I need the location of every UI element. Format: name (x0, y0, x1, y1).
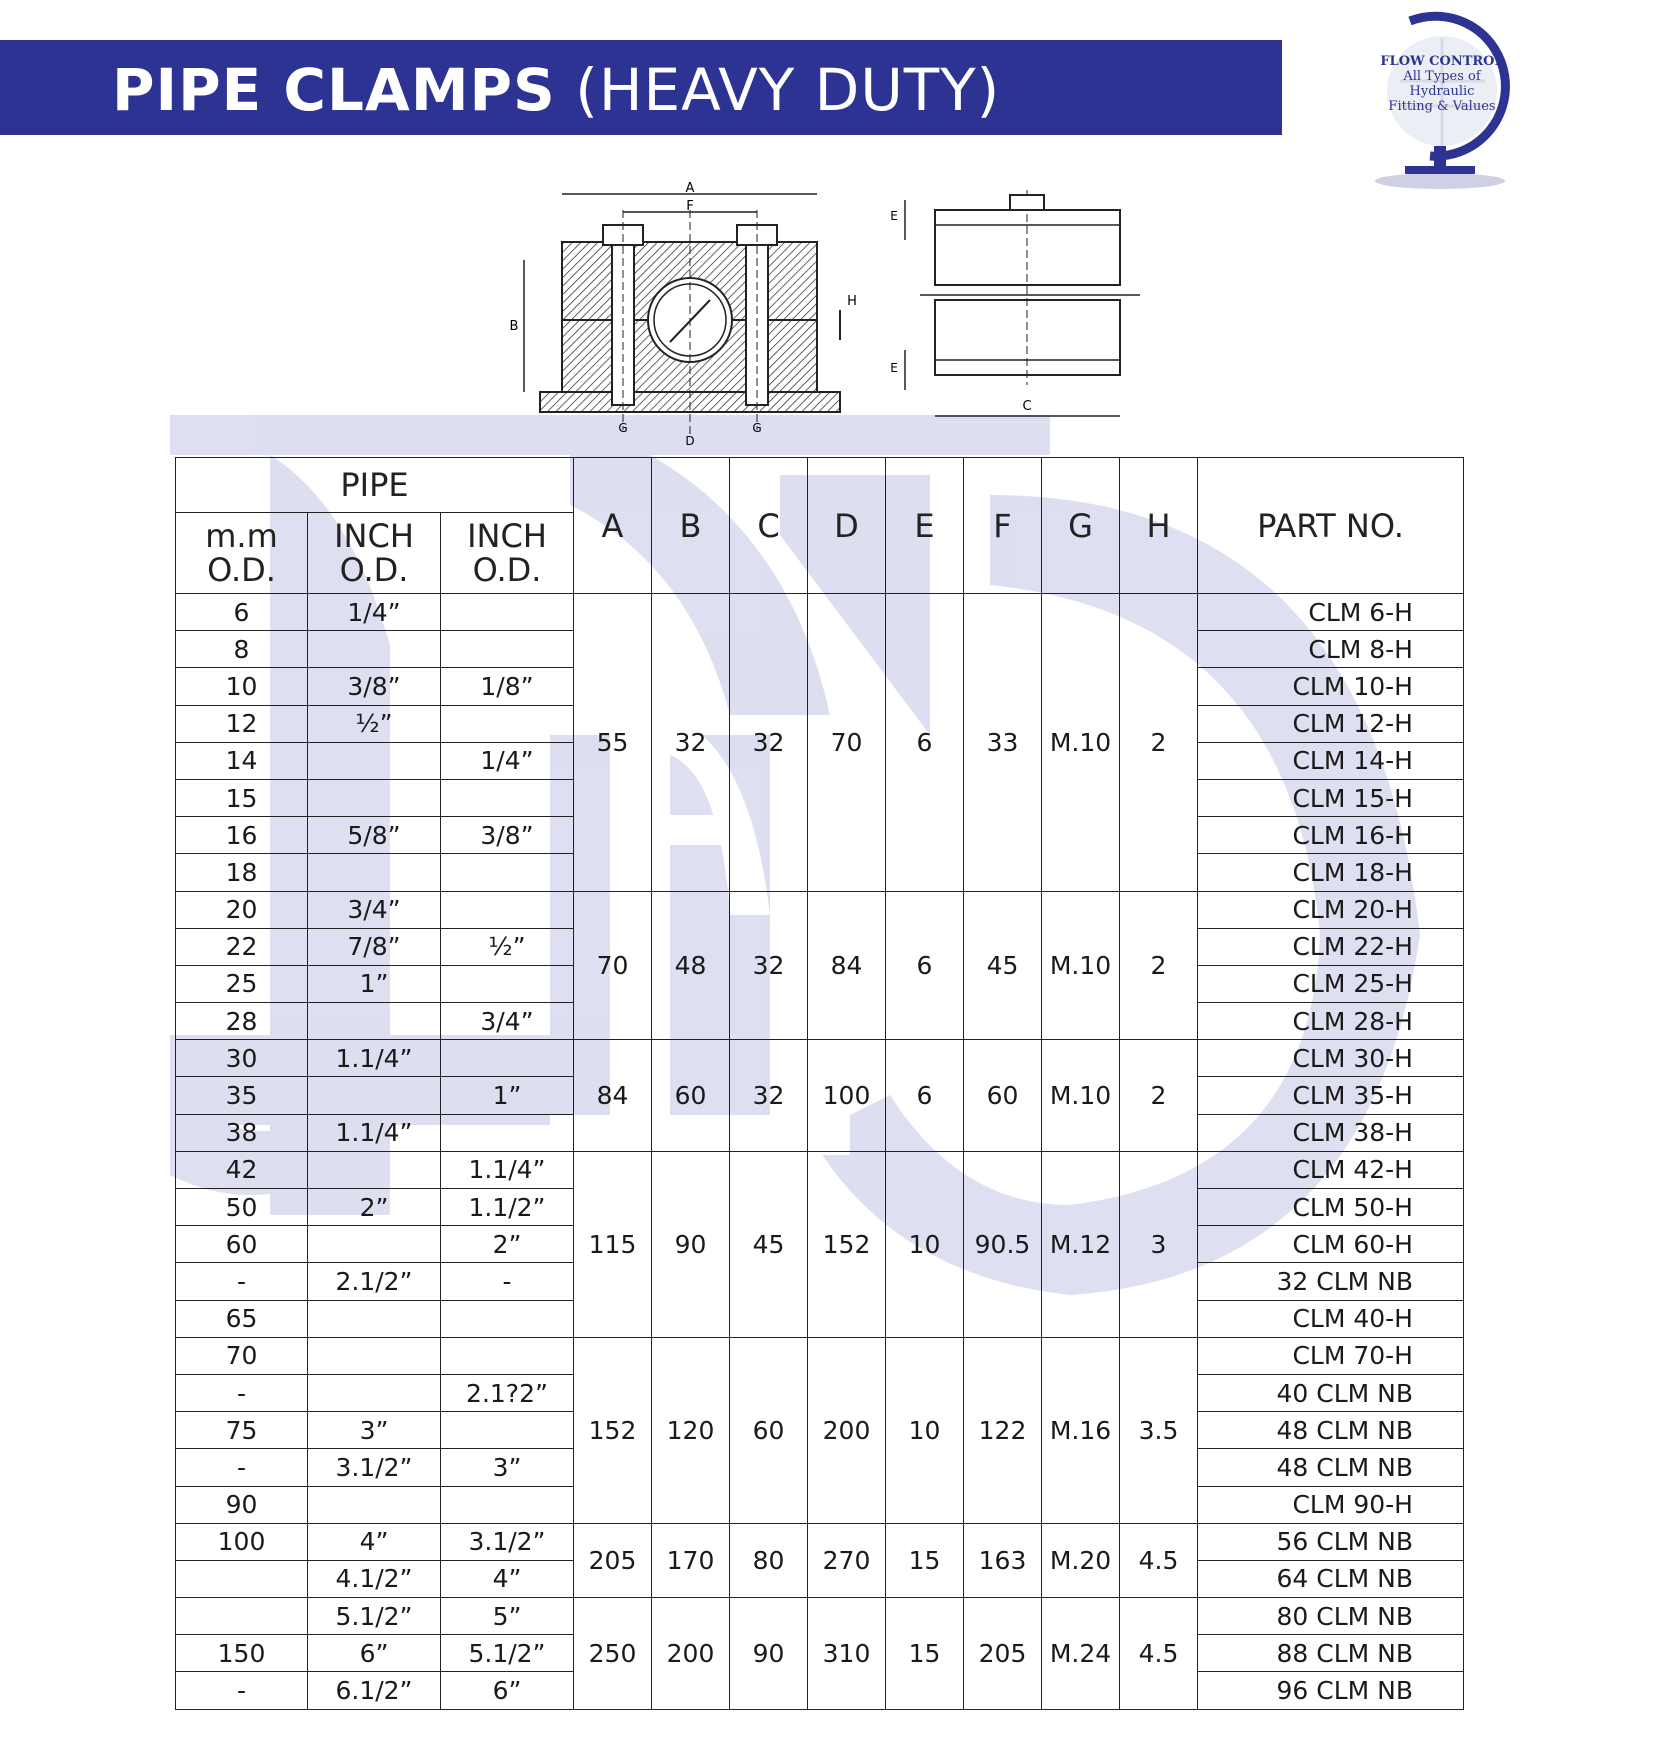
clamp-technical-drawing (500, 170, 1150, 450)
label-g-left: G (618, 421, 628, 435)
dim-b-cell: 200 (652, 1598, 730, 1710)
dim-a-cell: 205 (574, 1523, 652, 1597)
inch-od-cell-2: 2” (441, 1226, 574, 1263)
table-row (176, 891, 1464, 928)
inch-od-cell-2: 1” (441, 1077, 574, 1114)
header-c: C (730, 458, 808, 594)
dim-c-cell: 32 (730, 1040, 808, 1152)
inch-od-cell-2: 2.1?2” (441, 1374, 574, 1411)
mm-od-cell: 42 (176, 1151, 308, 1188)
label-g-right: G (752, 421, 762, 435)
mm-od-header-line2: O.D. (207, 551, 276, 589)
part-no-cell: CLM 6-H (1198, 594, 1464, 631)
inch-od-header-1-line2: O.D. (339, 551, 409, 589)
mm-od-cell (176, 1598, 308, 1635)
dim-f-cell: 60 (964, 1040, 1042, 1152)
dim-f-cell: 163 (964, 1523, 1042, 1597)
table-row (176, 1523, 1464, 1560)
title-light: (HEAVY DUTY) (575, 56, 1001, 124)
dim-d-cell: 200 (808, 1337, 886, 1523)
part-no-cell: CLM 22-H (1198, 928, 1464, 965)
inch-od-cell-2 (441, 705, 574, 742)
mm-od-cell: 10 (176, 668, 308, 705)
inch-od-cell-1: 4” (308, 1523, 441, 1560)
part-no-cell: CLM 20-H (1198, 891, 1464, 928)
dim-h-cell: 4.5 (1120, 1523, 1198, 1597)
mm-od-cell: 150 (176, 1635, 308, 1672)
part-no-cell: CLM 50-H (1198, 1189, 1464, 1226)
inch-od-cell-2: 1/4” (441, 742, 574, 779)
label-e-bottom: E (890, 361, 898, 375)
inch-od-cell-2 (441, 1412, 574, 1449)
page-title (112, 56, 1000, 124)
inch-od-cell-1: 1/4” (308, 594, 441, 631)
inch-od-cell-2: 1/8” (441, 668, 574, 705)
table-row (176, 1598, 1464, 1635)
inch-od-cell-2: 5” (441, 1598, 574, 1635)
inch-od-cell-1 (308, 854, 441, 891)
inch-od-cell-2 (441, 1114, 574, 1151)
dim-f-cell: 122 (964, 1337, 1042, 1523)
part-no-cell: 48 CLM NB (1198, 1412, 1464, 1449)
dim-d-cell: 270 (808, 1523, 886, 1597)
mm-od-cell: 6 (176, 594, 308, 631)
label-a: A (685, 181, 695, 196)
part-no-cell: CLM 18-H (1198, 854, 1464, 891)
dim-b-cell: 32 (652, 594, 730, 892)
header-h: H (1120, 458, 1198, 594)
dim-g-cell: M.24 (1042, 1598, 1120, 1710)
pipe-header: PIPE (176, 458, 574, 513)
inch-od-cell-1 (308, 1003, 441, 1040)
mm-od-cell: 100 (176, 1523, 308, 1560)
inch-od-cell-2 (441, 891, 574, 928)
inch-od-cell-1: 2.1/2” (308, 1263, 441, 1300)
mm-od-cell: - (176, 1449, 308, 1486)
inch-od-cell-2: - (441, 1263, 574, 1300)
label-e-top: E (890, 209, 898, 223)
clamp-spec-table (175, 457, 1464, 1710)
mm-od-cell: 35 (176, 1077, 308, 1114)
mm-od-cell (176, 1560, 308, 1597)
inch-od-cell-1 (308, 742, 441, 779)
inch-od-cell-2 (441, 779, 574, 816)
mm-od-cell: 20 (176, 891, 308, 928)
part-no-cell: 88 CLM NB (1198, 1635, 1464, 1672)
part-no-cell: CLM 38-H (1198, 1114, 1464, 1151)
dim-a-cell: 84 (574, 1040, 652, 1152)
inch-od-cell-2: 6” (441, 1672, 574, 1709)
inch-od-cell-1: 2” (308, 1189, 441, 1226)
dim-a-cell: 115 (574, 1151, 652, 1337)
dim-g-cell: M.12 (1042, 1151, 1120, 1337)
dim-a-cell: 70 (574, 891, 652, 1040)
label-d: D (685, 434, 695, 448)
inch-od-cell-1 (308, 1077, 441, 1114)
label-h: H (847, 294, 857, 309)
table-row (176, 1151, 1464, 1188)
mm-od-cell: 25 (176, 965, 308, 1002)
inch-od-cell-2 (441, 965, 574, 1002)
logo-line-3: Hydraulic (1409, 84, 1475, 99)
dim-b-cell: 120 (652, 1337, 730, 1523)
dim-e-cell: 6 (886, 891, 964, 1040)
part-no-cell: CLM 60-H (1198, 1226, 1464, 1263)
part-no-cell: CLM 16-H (1198, 817, 1464, 854)
part-no-cell: CLM 15-H (1198, 779, 1464, 816)
part-no-cell: CLM 40-H (1198, 1300, 1464, 1337)
dim-f-cell: 90.5 (964, 1151, 1042, 1337)
inch-od-cell-1: 1.1/4” (308, 1114, 441, 1151)
inch-od-cell-1: 5.1/2” (308, 1598, 441, 1635)
part-no-cell: 40 CLM NB (1198, 1374, 1464, 1411)
dim-g-cell: M.10 (1042, 891, 1120, 1040)
dim-d-cell: 310 (808, 1598, 886, 1710)
inch-od-cell-1 (308, 1151, 441, 1188)
inch-od-cell-1 (308, 1226, 441, 1263)
part-no-header: PART NO. (1198, 458, 1464, 594)
dim-e-cell: 15 (886, 1523, 964, 1597)
inch-od-header-2 (441, 513, 574, 594)
part-no-cell: 32 CLM NB (1198, 1263, 1464, 1300)
part-no-cell: 80 CLM NB (1198, 1598, 1464, 1635)
part-no-cell: CLM 8-H (1198, 631, 1464, 668)
inch-od-cell-2: 5.1/2” (441, 1635, 574, 1672)
inch-od-cell-1: 3” (308, 1412, 441, 1449)
header-b: B (652, 458, 730, 594)
inch-od-cell-2: 3” (441, 1449, 574, 1486)
label-c: C (1022, 399, 1032, 414)
dim-c-cell: 32 (730, 891, 808, 1040)
part-no-cell: CLM 10-H (1198, 668, 1464, 705)
inch-od-cell-2: 3/4” (441, 1003, 574, 1040)
inch-od-cell-2: 3/8” (441, 817, 574, 854)
logo-line-4: Fitting & Values (1388, 99, 1496, 114)
mm-od-cell: - (176, 1672, 308, 1709)
mm-od-cell: 75 (176, 1412, 308, 1449)
title-bold: PIPE CLAMPS (112, 56, 556, 124)
header-d: D (808, 458, 886, 594)
spec-table-body (176, 594, 1464, 1710)
mm-od-cell: 70 (176, 1337, 308, 1374)
inch-od-cell-1 (308, 1374, 441, 1411)
dim-b-cell: 60 (652, 1040, 730, 1152)
inch-od-cell-1: 6.1/2” (308, 1672, 441, 1709)
inch-od-cell-2: 3.1/2” (441, 1523, 574, 1560)
table-row (176, 594, 1464, 631)
dim-c-cell: 60 (730, 1337, 808, 1523)
part-no-cell: CLM 70-H (1198, 1337, 1464, 1374)
dim-a-cell: 152 (574, 1337, 652, 1523)
dim-e-cell: 6 (886, 1040, 964, 1152)
inch-od-cell-2 (441, 631, 574, 668)
logo-text (1372, 54, 1512, 114)
logo-line-2: All Types of (1403, 69, 1481, 84)
part-no-cell: CLM 42-H (1198, 1151, 1464, 1188)
mm-od-cell: 30 (176, 1040, 308, 1077)
dim-h-cell: 2 (1120, 594, 1198, 892)
header-f: F (964, 458, 1042, 594)
mm-od-cell: 12 (176, 705, 308, 742)
dim-a-cell: 250 (574, 1598, 652, 1710)
dim-f-cell: 45 (964, 891, 1042, 1040)
dim-c-cell: 80 (730, 1523, 808, 1597)
inch-od-cell-1: 7/8” (308, 928, 441, 965)
dim-e-cell: 10 (886, 1337, 964, 1523)
mm-od-cell: 38 (176, 1114, 308, 1151)
part-no-cell: CLM 28-H (1198, 1003, 1464, 1040)
dim-h-cell: 3 (1120, 1151, 1198, 1337)
part-no-cell: 48 CLM NB (1198, 1449, 1464, 1486)
header-g: G (1042, 458, 1120, 594)
part-no-cell: CLM 12-H (1198, 705, 1464, 742)
mm-od-cell: 65 (176, 1300, 308, 1337)
dim-h-cell: 2 (1120, 1040, 1198, 1152)
part-no-cell: CLM 30-H (1198, 1040, 1464, 1077)
logo-line-1: FLOW CONTROL (1380, 54, 1504, 69)
part-no-cell: 56 CLM NB (1198, 1523, 1464, 1560)
dim-d-cell: 152 (808, 1151, 886, 1337)
mm-od-cell: 60 (176, 1226, 308, 1263)
mm-od-header (176, 513, 308, 594)
inch-od-cell-2 (441, 854, 574, 891)
label-b: B (509, 319, 519, 334)
mm-od-header-line1: m.m (205, 517, 278, 555)
dim-b-cell: 90 (652, 1151, 730, 1337)
inch-od-cell-2 (441, 1040, 574, 1077)
mm-od-cell: 16 (176, 817, 308, 854)
mm-od-cell: - (176, 1263, 308, 1300)
inch-od-cell-1: 1” (308, 965, 441, 1002)
table-row (176, 1337, 1464, 1374)
inch-od-cell-1 (308, 1486, 441, 1523)
mm-od-cell: 28 (176, 1003, 308, 1040)
dim-g-cell: M.10 (1042, 1040, 1120, 1152)
inch-od-header-1 (308, 513, 441, 594)
part-no-cell: CLM 35-H (1198, 1077, 1464, 1114)
mm-od-cell: 50 (176, 1189, 308, 1226)
dim-c-cell: 45 (730, 1151, 808, 1337)
dim-c-cell: 32 (730, 594, 808, 892)
dim-d-cell: 100 (808, 1040, 886, 1152)
inch-od-cell-1 (308, 779, 441, 816)
header-a: A (574, 458, 652, 594)
dim-g-cell: M.10 (1042, 594, 1120, 892)
mm-od-cell: 18 (176, 854, 308, 891)
inch-od-cell-1: ½” (308, 705, 441, 742)
inch-od-cell-1: 3/8” (308, 668, 441, 705)
dim-h-cell: 2 (1120, 891, 1198, 1040)
inch-od-cell-2 (441, 594, 574, 631)
dim-e-cell: 10 (886, 1151, 964, 1337)
dim-g-cell: M.20 (1042, 1523, 1120, 1597)
part-no-cell: CLM 14-H (1198, 742, 1464, 779)
dim-b-cell: 170 (652, 1523, 730, 1597)
part-no-cell: 96 CLM NB (1198, 1672, 1464, 1709)
inch-od-header-1-line1: INCH (334, 517, 414, 555)
dim-e-cell: 6 (886, 594, 964, 892)
mm-od-cell: 8 (176, 631, 308, 668)
dim-c-cell: 90 (730, 1598, 808, 1710)
mm-od-cell: - (176, 1374, 308, 1411)
dim-g-cell: M.16 (1042, 1337, 1120, 1523)
inch-od-cell-1: 1.1/4” (308, 1040, 441, 1077)
inch-od-cell-2 (441, 1300, 574, 1337)
header-e: E (886, 458, 964, 594)
inch-od-header-2-line2: O.D. (472, 551, 542, 589)
inch-od-cell-1: 4.1/2” (308, 1560, 441, 1597)
inch-od-header-2-line1: INCH (467, 517, 547, 555)
mm-od-cell: 90 (176, 1486, 308, 1523)
label-f: F (686, 199, 694, 214)
inch-od-cell-1 (308, 631, 441, 668)
inch-od-cell-2: 1.1/2” (441, 1189, 574, 1226)
dim-b-cell: 48 (652, 891, 730, 1040)
dim-h-cell: 3.5 (1120, 1337, 1198, 1523)
dim-e-cell: 15 (886, 1598, 964, 1710)
dim-f-cell: 33 (964, 594, 1042, 892)
dim-d-cell: 84 (808, 891, 886, 1040)
mm-od-cell: 15 (176, 779, 308, 816)
part-no-cell: CLM 90-H (1198, 1486, 1464, 1523)
inch-od-cell-2: ½” (441, 928, 574, 965)
inch-od-cell-1: 3/4” (308, 891, 441, 928)
mm-od-cell: 22 (176, 928, 308, 965)
inch-od-cell-1 (308, 1300, 441, 1337)
inch-od-cell-1: 3.1/2” (308, 1449, 441, 1486)
mm-od-cell: 14 (176, 742, 308, 779)
dim-h-cell: 4.5 (1120, 1598, 1198, 1710)
dim-a-cell: 55 (574, 594, 652, 892)
inch-od-cell-2: 4” (441, 1560, 574, 1597)
inch-od-cell-2 (441, 1337, 574, 1374)
table-row (176, 1040, 1464, 1077)
dim-d-cell: 70 (808, 594, 886, 892)
inch-od-cell-2: 1.1/4” (441, 1151, 574, 1188)
part-no-cell: 64 CLM NB (1198, 1560, 1464, 1597)
inch-od-cell-2 (441, 1486, 574, 1523)
inch-od-cell-1: 5/8” (308, 817, 441, 854)
part-no-cell: CLM 25-H (1198, 965, 1464, 1002)
inch-od-cell-1: 6” (308, 1635, 441, 1672)
inch-od-cell-1 (308, 1337, 441, 1374)
dim-f-cell: 205 (964, 1598, 1042, 1710)
